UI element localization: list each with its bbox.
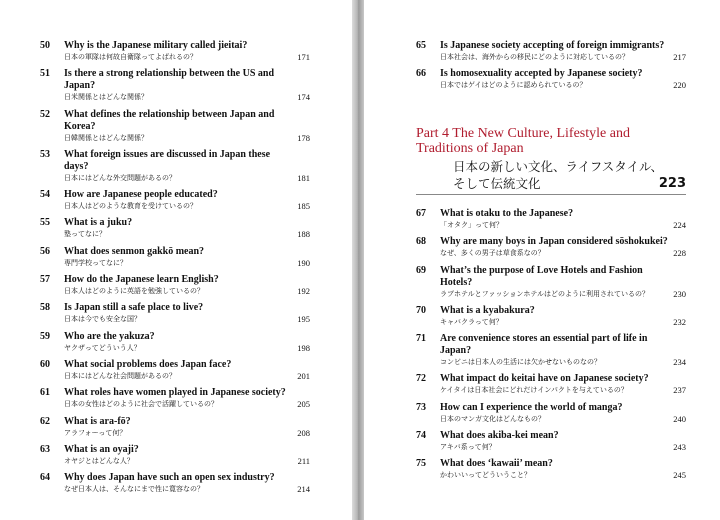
toc-entry xyxy=(40,109,310,143)
entry-question: How are Japanese people educated? xyxy=(64,189,218,201)
entry-question: Is Japan still a safe place to live? xyxy=(64,302,204,314)
entry-question: What roles have women played in Japanese society? xyxy=(64,387,286,399)
entry-japanese: 日本人はどのように英語を勉強しているの？ xyxy=(64,287,204,296)
entry-japanese: 塾ってなに？ xyxy=(64,230,106,239)
entry-number: 73 xyxy=(416,401,426,413)
entry-page-number: 224 xyxy=(673,220,686,230)
entry-japanese: 日本にはどんな社会問題があるの？ xyxy=(64,371,176,380)
toc-entry xyxy=(40,331,310,353)
entry-number: 67 xyxy=(416,208,426,219)
toc-entry xyxy=(40,416,310,438)
toc-entry xyxy=(416,430,686,452)
entry-number: 53 xyxy=(40,148,50,160)
entry-number: 72 xyxy=(416,373,426,385)
entry-number: 57 xyxy=(40,274,50,286)
right-toc-list-top xyxy=(416,40,686,97)
left-toc-list xyxy=(40,40,310,500)
toc-entry xyxy=(40,359,310,381)
entry-page-number: 243 xyxy=(673,442,686,453)
entry-number: 58 xyxy=(40,302,50,314)
entry-number: 63 xyxy=(40,443,50,455)
entry-question: Why does Japan have such an open sex industry? xyxy=(64,472,275,484)
entry-japanese: 日韓関係とはどんな関係？ xyxy=(64,133,148,142)
entry-japanese: アラフォーって何？ xyxy=(64,428,127,437)
entry-question: What is ara-fō? xyxy=(64,415,131,427)
entry-page-number: 232 xyxy=(673,316,686,327)
left-page xyxy=(0,0,352,520)
toc-entry xyxy=(416,40,686,62)
entry-japanese: 日本ではゲイはどのように認められているの？ xyxy=(440,81,587,90)
entry-question: Who are the yakuza? xyxy=(64,330,155,342)
toc-entry xyxy=(416,373,686,395)
entry-number: 52 xyxy=(40,108,50,120)
entry-question: Are convenience stores an essential part of life in Japan? xyxy=(440,333,648,357)
entry-question: Why is the Japanese military called jieitai? xyxy=(64,40,248,51)
toc-entry xyxy=(40,149,310,183)
entry-page-number: 201 xyxy=(297,370,310,381)
toc-entry xyxy=(416,305,686,327)
entry-japanese: ケイタイは日本社会にどれだけインパクトを与えているの？ xyxy=(440,386,628,395)
entry-japanese: ラブホテルとファッションホテルはどのように利用されているの？ xyxy=(440,289,650,298)
entry-question: What is otaku to the Japanese? xyxy=(440,208,574,219)
entry-number: 68 xyxy=(416,236,426,248)
book-gutter xyxy=(352,0,364,520)
entry-page-number: 220 xyxy=(673,80,686,91)
entry-number: 66 xyxy=(416,68,426,80)
toc-entry xyxy=(40,302,310,324)
entry-japanese: 日本の女性はどのように社会で活躍しているの？ xyxy=(64,400,218,409)
entry-question: What does akiba-kei mean? xyxy=(440,430,559,442)
entry-number: 75 xyxy=(416,458,426,470)
entry-japanese: 日米関係とはどんな関係？ xyxy=(64,93,148,102)
entry-page-number: 171 xyxy=(297,52,310,62)
entry-page-number: 208 xyxy=(297,427,310,438)
entry-page-number: 185 xyxy=(297,201,310,212)
entry-question: What does senmon gakkō mean? xyxy=(64,245,205,257)
entry-question: What is a kyabakura? xyxy=(440,304,535,316)
entry-question: Is Japanese society accepting of foreign immigrants? xyxy=(440,40,665,51)
entry-japanese: キャバクラって何？ xyxy=(440,317,503,326)
entry-number: 54 xyxy=(40,189,50,201)
entry-japanese: 専門学校ってなに？ xyxy=(64,258,127,267)
entry-japanese: 日本は今でも安全な国？ xyxy=(64,315,141,324)
toc-entry xyxy=(40,274,310,296)
toc-entry xyxy=(40,444,310,466)
entry-japanese: ヤクザってどういう人？ xyxy=(64,343,141,352)
entry-number: 65 xyxy=(416,40,426,51)
entry-page-number: 190 xyxy=(297,257,310,268)
entry-japanese: かわいいってどういうこと？ xyxy=(440,471,531,480)
entry-japanese: 「オタク」って何？ xyxy=(440,221,503,229)
entry-page-number: 178 xyxy=(297,132,310,143)
toc-entry xyxy=(40,246,310,268)
entry-page-number: 205 xyxy=(297,399,310,410)
entry-question: What does ‘kawaii’ mean? xyxy=(440,458,553,470)
toc-entry xyxy=(416,236,686,258)
entry-japanese: なぜ日本人は、そんなにまで性に寛容なの？ xyxy=(64,485,204,494)
toc-entry xyxy=(416,265,686,299)
toc-entry xyxy=(416,458,686,480)
entry-japanese: 日本にはどんな外交問題があるの？ xyxy=(64,173,176,182)
entry-question: How do the Japanese learn English? xyxy=(64,274,219,286)
toc-entry xyxy=(416,208,686,230)
entry-question: What foreign issues are discussed in Japan these days? xyxy=(64,148,271,172)
entry-question: What impact do keitai have on Japanese society? xyxy=(440,373,649,385)
entry-number: 64 xyxy=(40,472,50,484)
entry-page-number: 228 xyxy=(673,248,686,259)
entry-japanese: なぜ、多くの男子は草食系なの？ xyxy=(440,249,545,258)
toc-entry xyxy=(416,68,686,90)
toc-entry xyxy=(40,68,310,102)
entry-page-number: 174 xyxy=(297,92,310,103)
entry-page-number: 234 xyxy=(673,357,686,368)
toc-entry xyxy=(40,217,310,239)
entry-number: 71 xyxy=(416,333,426,345)
entry-question: What is an oyaji? xyxy=(64,443,139,455)
entry-page-number: 198 xyxy=(297,342,310,353)
entry-number: 60 xyxy=(40,358,50,370)
entry-japanese: 日本の軍隊は何故自衛隊ってよばれるの？ xyxy=(64,53,197,61)
part-divider xyxy=(416,194,686,195)
entry-japanese: 日本人はどのような教育を受けているの？ xyxy=(64,202,197,211)
entry-page-number: 211 xyxy=(297,455,310,466)
part-japanese-title xyxy=(416,158,686,192)
toc-entry xyxy=(416,402,686,424)
entry-page-number: 214 xyxy=(297,484,310,495)
part-heading xyxy=(416,126,686,192)
entry-japanese: オヤジとはどんな人？ xyxy=(64,456,134,465)
entry-page-number: 181 xyxy=(297,172,310,183)
part-page-number: 223 xyxy=(658,176,686,191)
toc-entry xyxy=(416,333,686,367)
entry-japanese: コンビニは日本人の生活には欠かせないものなの？ xyxy=(440,358,601,367)
entry-number: 50 xyxy=(40,40,50,51)
part-japanese-line-2: そして伝統文化 xyxy=(453,176,541,191)
entry-question: Is there a strong relationship between the US and Japan? xyxy=(64,68,275,92)
entry-japanese: 日本のマンガ文化はどんなもの？ xyxy=(440,414,545,423)
right-toc-list-bottom xyxy=(416,208,686,487)
entry-question: How can I experience the world of manga? xyxy=(440,401,623,413)
entry-number: 59 xyxy=(40,330,50,342)
entry-page-number: 195 xyxy=(297,314,310,325)
toc-entry xyxy=(40,472,310,494)
entry-page-number: 217 xyxy=(673,52,686,62)
entry-page-number: 237 xyxy=(673,385,686,396)
part-title: Part 4 The New Culture, Lifestyle and Traditions of Japan xyxy=(416,126,630,156)
entry-number: 56 xyxy=(40,245,50,257)
entry-question: What defines the relationship between Japan and Korea? xyxy=(64,108,275,132)
entry-page-number: 188 xyxy=(297,229,310,240)
entry-number: 62 xyxy=(40,415,50,427)
toc-entry xyxy=(40,40,310,62)
entry-page-number: 230 xyxy=(673,288,686,299)
entry-number: 51 xyxy=(40,68,50,80)
entry-number: 70 xyxy=(416,304,426,316)
entry-japanese: 日本社会は、海外からの移民にどのように対応しているの？ xyxy=(440,53,629,61)
entry-number: 69 xyxy=(416,264,426,276)
entry-question: What is a juku? xyxy=(64,217,133,229)
entry-page-number: 240 xyxy=(673,413,686,424)
entry-page-number: 245 xyxy=(673,470,686,481)
entry-japanese: アキバ系って何？ xyxy=(440,443,496,452)
entry-question: What social problems does Japan face? xyxy=(64,358,232,370)
toc-entry xyxy=(40,189,310,211)
toc-entry xyxy=(40,387,310,409)
entry-question: Why are many boys in Japan considered sōshokukei? xyxy=(440,236,668,248)
entry-page-number: 192 xyxy=(297,286,310,297)
entry-question: What’s the purpose of Love Hotels and Fashion Hotels? xyxy=(440,264,643,288)
entry-number: 61 xyxy=(40,387,50,399)
entry-number: 74 xyxy=(416,430,426,442)
entry-number: 55 xyxy=(40,217,50,229)
entry-question: Is homosexuality accepted by Japanese society? xyxy=(440,68,643,80)
part-japanese-line-1: 日本の新しい文化、ライフスタイル、 xyxy=(453,159,664,174)
